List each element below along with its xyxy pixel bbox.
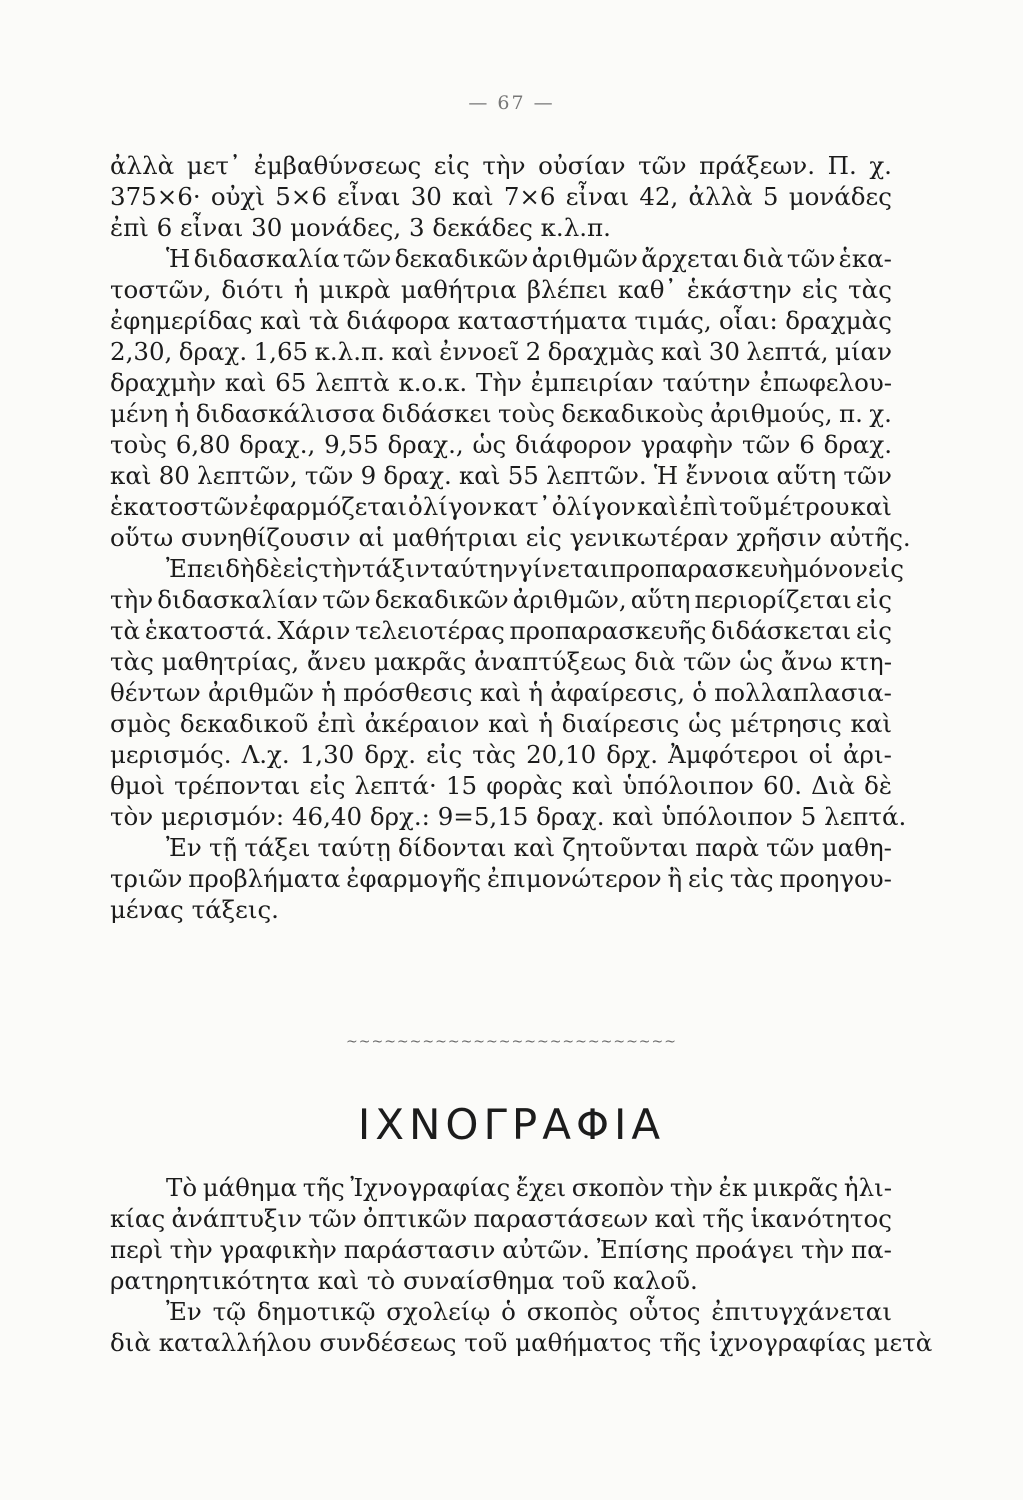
text-line: τὰ ἑκατοστά. Χάριν τελειοτέρας προπαρασκευῆς διδάσκεται εἰς <box>110 616 892 645</box>
text-line: ἀλλὰ μετ᾽ ἐμβαθύνσεως εἰς τὴν οὐσίαν τῶν πράξεων. Π. χ. <box>110 151 892 180</box>
section-arithmetic-text <box>110 150 911 925</box>
paragraph <box>110 832 892 925</box>
paragraph <box>110 1296 933 1358</box>
text-line: μερισμός. Λ.χ. 1,30 δρχ. εἰς τὰς 20,10 δρχ. Ἀμφότεροι οἱ ἀρι- <box>110 740 892 769</box>
text-line: Ἐν τῷ δημοτικῷ σχολείῳ ὁ σκοπὸς οὗτος ἐπιτυγχάνεται <box>166 1297 892 1326</box>
text-line: ἐπὶ 6 εἶναι 30 μονάδες, 3 δεκάδες κ.λ.π. <box>110 213 611 242</box>
paragraph <box>110 1172 892 1296</box>
section-divider-ornament: ~~~~~~~~~~~~~~~~~~~~~~~~~~ <box>346 1034 677 1050</box>
text-line: τοὺς 6,80 δραχ., 9,55 δραχ., ὡς διάφορον γραφὴν τῶν 6 δραχ. <box>110 430 892 459</box>
text-line: 2,30, δραχ. 1,65 κ.λ.π. καὶ ἐννοεῖ 2 δραχμὰς καὶ 30 λεπτά, μίαν <box>110 337 892 366</box>
section-drawing-text <box>110 1172 933 1358</box>
paragraph <box>110 553 907 832</box>
paragraph <box>110 150 892 243</box>
text-line: τὴν διδασκαλίαν τῶν δεκαδικῶν ἀριθμῶν, αὕτη περιορίζεται εἰς <box>110 585 892 614</box>
text-line: Τὸ μάθημα τῆς Ἰχνογραφίας ἔχει σκοπὸν τὴν ἐκ μικρᾶς ἡλι- <box>166 1173 892 1202</box>
text-line: Ἐπειδὴ δὲ εἰς τὴν τάξιν ταύτην γίνεται προπαρασκευὴ μόνον εἰς <box>166 554 904 583</box>
text-line: τοστῶν, διότι ἡ μικρὰ μαθήτρια βλέπει καθ᾽ ἑκάστην εἰς τὰς <box>110 275 892 304</box>
text-line: ἐφημερίδας καὶ τὰ διάφορα καταστήματα τιμάς, οἷαι: δραχμὰς <box>110 306 892 335</box>
text-line: μένας τάξεις. <box>110 895 279 924</box>
text-line: περὶ τὴν γραφικὴν παράστασιν αὐτῶν. Ἐπίσης προάγει τὴν πα- <box>110 1235 892 1264</box>
page-number: — 67 — <box>468 92 555 114</box>
text-line: δραχμὴν καὶ 65 λεπτὰ κ.ο.κ. Τὴν ἐμπειρίαν ταύτην ἐπωφελου- <box>110 368 892 397</box>
text-line: ἑκατοστῶν ἐφαρμόζεται ὀλίγον κατ᾽ ὀλίγον καὶ ἐπὶ τοῦ μέτρου καὶ <box>110 492 892 521</box>
text-line: κίας ἀνάπτυξιν τῶν ὀπτικῶν παραστάσεων καὶ τῆς ἱκανότητος <box>110 1204 892 1233</box>
text-line: Ἐν τῇ τάξει ταύτῃ δίδονται καὶ ζητοῦνται παρὰ τῶν μαθη- <box>166 833 892 862</box>
text-line: καὶ 80 λεπτῶν, τῶν 9 δραχ. καὶ 55 λεπτῶν. Ἡ ἔννοια αὕτη τῶν <box>110 461 892 490</box>
text-line: διὰ καταλλήλου συνδέσεως τοῦ μαθήματος τῆς ἰχνογραφίας μετὰ <box>110 1328 933 1357</box>
text-line: σμὸς δεκαδικοῦ ἐπὶ ἀκέραιον καὶ ἡ διαίρεσις ὡς μέτρησις καὶ <box>110 709 892 738</box>
text-line: Ἡ διδασκαλία τῶν δεκαδικῶν ἀριθμῶν ἄρχεται διὰ τῶν ἑκα- <box>166 244 892 273</box>
text-line: ρατηρητικότητα καὶ τὸ συναίσθημα τοῦ καλοῦ. <box>110 1266 698 1295</box>
paragraph <box>110 243 911 553</box>
text-line: τριῶν προβλήματα ἐφαρμογῆς ἐπιμονώτερον ἢ εἰς τὰς προηγου- <box>110 864 892 893</box>
text-line: οὕτω συνηθίζουσιν αἱ μαθήτριαι εἰς γενικωτέραν χρῆσιν αὐτῆς. <box>110 523 911 552</box>
text-line: θέντων ἀριθμῶν ἡ πρόσθεσις καὶ ἡ ἀφαίρεσις, ὁ πολλαπλασια- <box>110 678 892 707</box>
section-title: ΙΧΝΟΓΡΑΦΙΑ <box>357 1100 666 1149</box>
text-line: θμοὶ τρέπονται εἰς λεπτά· 15 φορὰς καὶ ὑπόλοιπον 60. Διὰ δὲ <box>110 771 892 800</box>
text-line: τὸν μερισμόν: 46,40 δρχ.: 9=5,15 δραχ. καὶ ὑπόλοιπον 5 λεπτά. <box>110 802 907 831</box>
text-line: μένη ἡ διδασκάλισσα διδάσκει τοὺς δεκαδικοὺς ἀριθμούς, π. χ. <box>110 399 892 428</box>
text-line: τὰς μαθητρίας, ἄνευ μακρᾶς ἀναπτύξεως διὰ τῶν ὡς ἄνω κτη- <box>110 647 892 676</box>
text-line: 375×6· οὐχὶ 5×6 εἶναι 30 καὶ 7×6 εἶναι 42, ἀλλὰ 5 μονάδες <box>110 182 892 211</box>
